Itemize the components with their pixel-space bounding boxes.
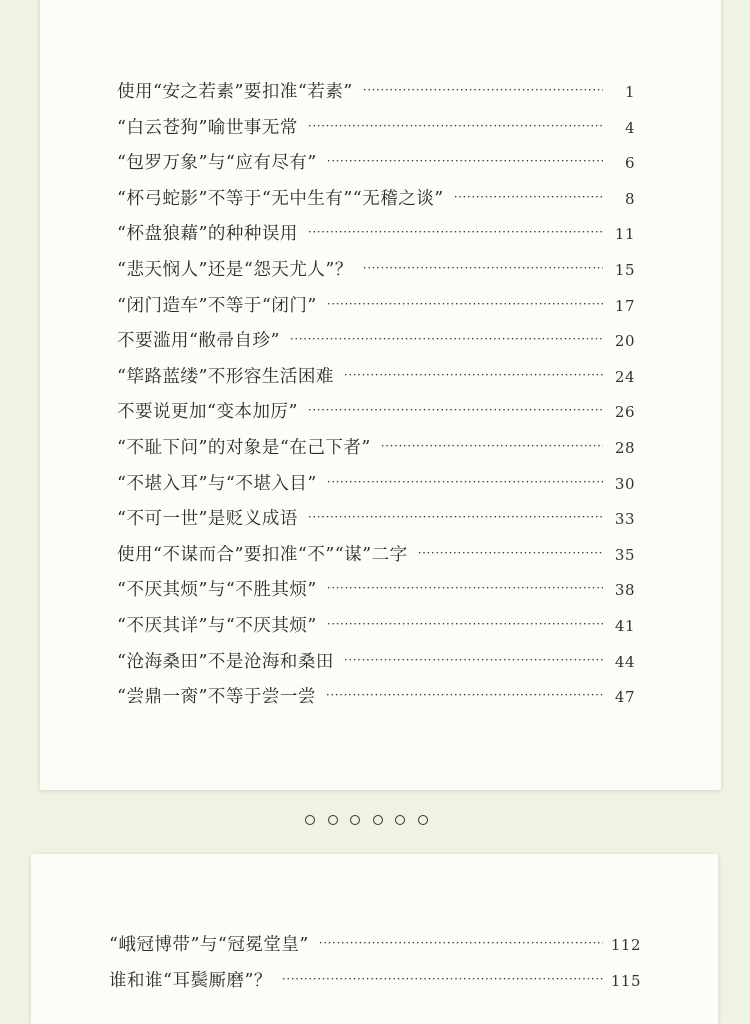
toc-entry-page-number: 47	[614, 688, 635, 707]
toc-entry-page-number: 26	[614, 403, 635, 422]
toc-entry-title: 不要说更加“变本加厉”	[117, 402, 298, 423]
toc-entry[interactable]	[117, 576, 635, 601]
toc-entry-page-number: 8	[624, 189, 635, 208]
toc-entry-title: “不可一世”是贬义成语	[117, 509, 298, 530]
toc-entry[interactable]	[117, 363, 635, 388]
toc-entry[interactable]	[109, 967, 641, 992]
toc-entry-page-number: 44	[614, 652, 635, 671]
page-dot-2[interactable]	[328, 815, 338, 825]
toc-dot-leader	[418, 546, 603, 560]
toc-dot-leader	[381, 439, 603, 453]
page-indicator	[305, 815, 428, 825]
toc-entry-title: “杯弓蛇影”不等于“无中生有”“无稽之谈”	[117, 188, 444, 209]
toc-entry-page-number: 112	[610, 936, 641, 954]
toc-dot-leader	[319, 936, 603, 950]
toc-entry-page-number: 33	[614, 510, 635, 529]
toc-entry-title: 不要滥用“敝帚自珍”	[117, 331, 280, 352]
toc-dot-leader	[344, 368, 603, 382]
toc-entry[interactable]	[117, 612, 635, 637]
toc-entry-page-number: 15	[614, 261, 635, 279]
toc-entry-page-number: 1	[624, 83, 635, 101]
toc-entry-page-number: 38	[614, 581, 635, 600]
toc-entry[interactable]	[117, 434, 635, 459]
toc-entry-title: “闭门造车”不等于“闭门”	[117, 295, 317, 316]
toc-entry-title: 使用“安之若素”要扣准“若素”	[117, 82, 353, 102]
toc-entry-page-number: 6	[624, 154, 635, 173]
toc-entry-page-number: 24	[614, 367, 635, 386]
toc-entry-title: “悲天悯人”还是“怨天尤人”？	[117, 260, 353, 280]
toc-dot-leader	[363, 261, 603, 275]
toc-entry-page-number: 115	[610, 971, 641, 990]
page-dot-1[interactable]	[305, 815, 315, 825]
toc-entry[interactable]	[117, 292, 635, 317]
toc-dot-leader	[326, 688, 603, 702]
toc-entry-title: “不耻下问”的对象是“在己下者”	[117, 438, 371, 458]
toc-dot-leader	[282, 972, 603, 986]
toc-dot-leader	[363, 83, 603, 97]
toc-dot-leader	[308, 510, 603, 524]
toc-entry-page-number: 35	[614, 545, 635, 564]
toc-page-top	[40, 0, 721, 790]
toc-entry-title: “沧海桑田”不是沧海和桑田	[117, 651, 334, 672]
toc-entry[interactable]	[117, 541, 635, 566]
toc-dot-leader	[308, 403, 603, 417]
toc-dot-leader	[327, 297, 603, 311]
toc-entry[interactable]	[117, 470, 635, 495]
toc-dot-leader	[327, 581, 603, 595]
toc-entry[interactable]	[117, 256, 635, 281]
page-dot-6[interactable]	[418, 815, 428, 825]
toc-dot-leader	[308, 119, 603, 133]
toc-entry[interactable]	[117, 185, 635, 210]
toc-dot-leader	[327, 617, 603, 631]
toc-entry[interactable]	[117, 648, 635, 673]
toc-entry[interactable]	[109, 931, 641, 956]
toc-entry-page-number: 41	[614, 617, 635, 635]
toc-entry-title: “尝鼎一脔”不等于尝一尝	[117, 687, 316, 708]
toc-entry[interactable]	[117, 327, 635, 352]
toc-dot-leader	[308, 225, 603, 239]
toc-page-bottom	[31, 854, 718, 1024]
toc-entry-title: “杯盘狼藉”的种种误用	[117, 224, 298, 245]
toc-dot-leader	[290, 332, 603, 346]
toc-entry-page-number: 20	[614, 332, 635, 351]
toc-entry[interactable]	[117, 78, 635, 103]
toc-entry-title: 使用“不谋而合”要扣准“不”“谋”二字	[117, 544, 408, 565]
toc-entry[interactable]	[117, 149, 635, 174]
toc-entry[interactable]	[117, 683, 635, 708]
toc-dot-leader	[344, 653, 603, 667]
toc-entry[interactable]	[117, 505, 635, 530]
toc-entry-page-number: 30	[614, 474, 635, 493]
toc-entry[interactable]	[117, 114, 635, 139]
toc-dot-leader	[327, 475, 603, 489]
toc-entry[interactable]	[117, 220, 635, 245]
toc-entry[interactable]	[117, 398, 635, 423]
toc-entry-title: “不厌其烦”与“不胜其烦”	[117, 580, 317, 601]
toc-entry-title: 谁和谁“耳鬓厮磨”？	[109, 970, 272, 991]
toc-entry-page-number: 17	[614, 296, 635, 315]
toc-entry-title: “包罗万象”与“应有尽有”	[117, 153, 317, 174]
toc-entry-page-number: 11	[614, 225, 635, 244]
toc-entry-title: “不堪入耳”与“不堪入目”	[117, 473, 317, 494]
toc-entry-page-number: 28	[614, 439, 635, 457]
toc-entry-title: “筚路蓝缕”不形容生活困难	[117, 366, 334, 387]
toc-dot-leader	[454, 190, 603, 204]
toc-dot-leader	[327, 154, 603, 168]
page-dot-3[interactable]	[350, 815, 360, 825]
toc-entry-title: “峨冠博带”与“冠冕堂皇”	[109, 935, 309, 955]
page-dot-5[interactable]	[395, 815, 405, 825]
toc-entry-title: “不厌其详”与“不厌其烦”	[117, 616, 317, 636]
toc-entry-page-number: 4	[624, 118, 635, 137]
page-dot-4[interactable]	[373, 815, 383, 825]
toc-entry-title: “白云苍狗”喻世事无常	[117, 117, 298, 138]
